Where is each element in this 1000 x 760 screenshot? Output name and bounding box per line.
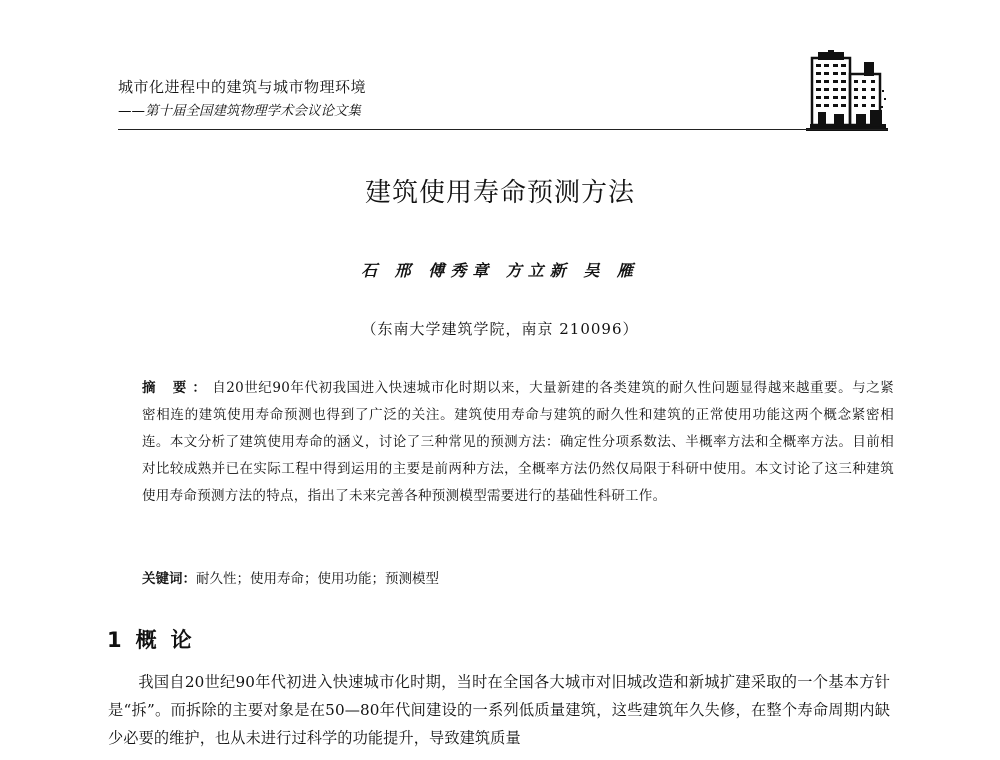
proceedings-title: ——第十届全国建筑物理学术会议论文集 xyxy=(118,103,361,119)
abstract xyxy=(142,375,894,510)
body-paragraph: 我国自20世纪90年代初进入快速城市化时期，当时在全国各大城市对旧城改造和新城扩建采取的一个基本方针是“拆”。而拆除的主要对象是在50—80年代间建设的一系列低质量建筑，这些建筑年久失修，在整个寿命周期内缺少必要的维护，也从未进行过科学的功能提升，导致建筑质量 xyxy=(108,673,890,747)
section-heading xyxy=(107,624,206,654)
series-title: 城市化进程中的建筑与城市物理环境 xyxy=(118,78,367,96)
author-list: 石 邢 傅秀章 方立新 吴 雁 xyxy=(361,261,639,280)
keywords xyxy=(142,568,894,590)
running-header xyxy=(118,78,366,119)
abstract-label: 摘 要： xyxy=(142,380,213,396)
section-title: 概论 xyxy=(135,628,206,652)
abstract-text: 自20世纪90年代初我国进入快速城市化时期以来，大量新建的各类建筑的耐久性问题显得越来越重要。与之紧密相连的建筑使用寿命预测也得到了广泛的关注。建筑使用寿命与建筑的耐久性和建筑的正常使用功能这两个概念紧密相连。本文分析了建筑使用寿命的涵义，讨论了三种常见的预测方法：确定性分项系数法、半概率方法和全概率方法。目前相对比较成熟并已在实际工程中得到运用的主要是前两种方法，全概率方法仍然仅局限于科研中使用。本文讨论了这三种建筑使用寿命预测方法的特点，指出了未来完善各种预测模型需要进行的基础性科研工作。 xyxy=(142,380,895,504)
keywords-label: 关键词： xyxy=(142,571,196,587)
paper-title: 建筑使用寿命预测方法 xyxy=(364,178,635,208)
building-logo-icon xyxy=(804,50,888,132)
author-affiliation: （东南大学建筑学院，南京 210096） xyxy=(361,320,639,338)
section-number: 1 xyxy=(107,628,122,652)
keywords-text: 耐久性；使用寿命；使用功能；预测模型 xyxy=(196,571,439,587)
header-rule xyxy=(118,129,888,130)
